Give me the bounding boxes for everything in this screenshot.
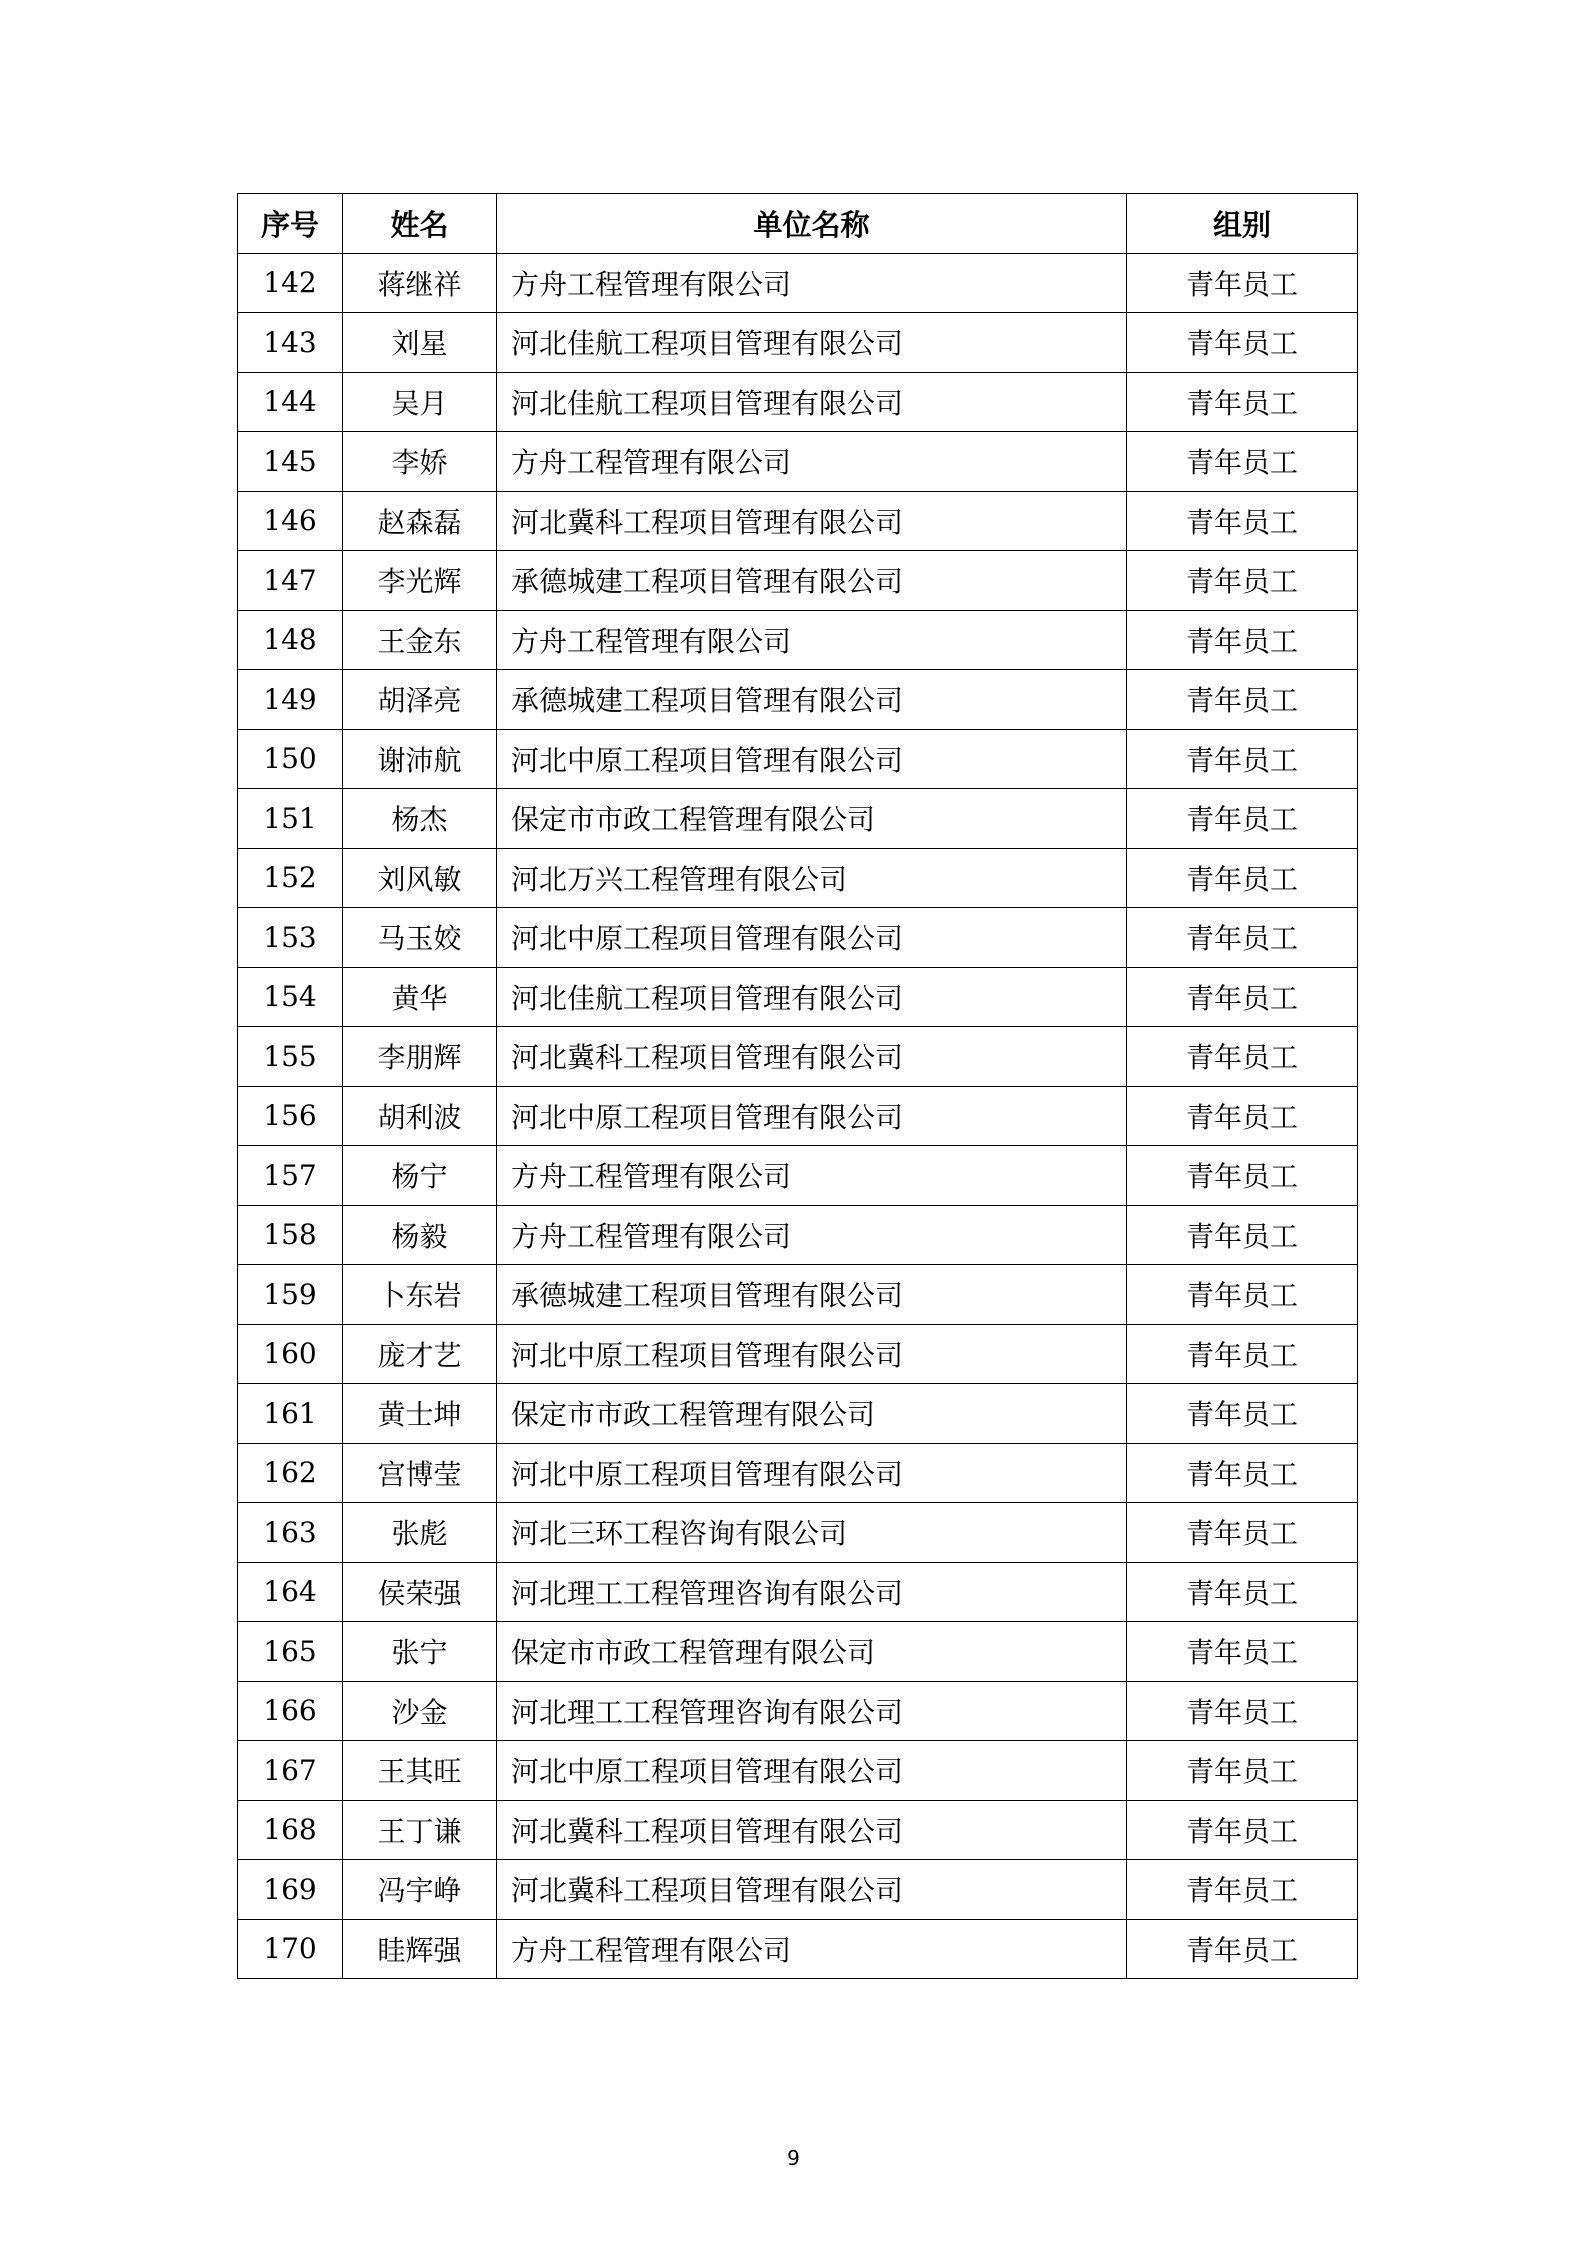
cell-group: 青年员工	[1127, 1205, 1358, 1265]
header-unit: 单位名称	[497, 194, 1127, 254]
table-row	[238, 1860, 1358, 1920]
cell-name: 吴月	[343, 372, 497, 432]
cell-no: 142	[238, 253, 343, 313]
cell-unit: 保定市市政工程管理有限公司	[497, 1384, 1127, 1444]
cell-group: 青年员工	[1127, 729, 1358, 789]
cell-name: 侯荣强	[343, 1562, 497, 1622]
cell-unit: 河北冀科工程项目管理有限公司	[497, 1027, 1127, 1087]
cell-unit: 河北中原工程项目管理有限公司	[497, 729, 1127, 789]
cell-unit: 河北理工工程管理咨询有限公司	[497, 1562, 1127, 1622]
cell-no: 165	[238, 1622, 343, 1682]
cell-unit: 河北佳航工程项目管理有限公司	[497, 372, 1127, 432]
cell-group: 青年员工	[1127, 1384, 1358, 1444]
table-row	[238, 789, 1358, 849]
cell-no: 169	[238, 1860, 343, 1920]
cell-no: 160	[238, 1324, 343, 1384]
cell-unit: 方舟工程管理有限公司	[497, 1146, 1127, 1206]
table-row	[238, 1443, 1358, 1503]
table-row	[238, 1384, 1358, 1444]
table-row	[238, 610, 1358, 670]
cell-unit: 河北万兴工程管理有限公司	[497, 848, 1127, 908]
cell-name: 庞才艺	[343, 1324, 497, 1384]
table-row	[238, 1146, 1358, 1206]
cell-name: 杨宁	[343, 1146, 497, 1206]
cell-group: 青年员工	[1127, 1622, 1358, 1682]
table-row	[238, 1622, 1358, 1682]
cell-no: 154	[238, 967, 343, 1027]
roster-table	[237, 193, 1358, 1979]
table-header-row	[238, 194, 1358, 254]
cell-no: 151	[238, 789, 343, 849]
cell-unit: 河北佳航工程项目管理有限公司	[497, 313, 1127, 373]
cell-no: 167	[238, 1741, 343, 1801]
cell-unit: 河北冀科工程项目管理有限公司	[497, 1800, 1127, 1860]
cell-unit: 承德城建工程项目管理有限公司	[497, 1265, 1127, 1325]
cell-group: 青年员工	[1127, 610, 1358, 670]
cell-group: 青年员工	[1127, 313, 1358, 373]
table-row	[238, 1919, 1358, 1979]
cell-group: 青年员工	[1127, 491, 1358, 551]
cell-name: 王金东	[343, 610, 497, 670]
table-row	[238, 1681, 1358, 1741]
cell-no: 144	[238, 372, 343, 432]
table-row	[238, 313, 1358, 373]
cell-group: 青年员工	[1127, 1681, 1358, 1741]
cell-no: 146	[238, 491, 343, 551]
cell-name: 李朋辉	[343, 1027, 497, 1087]
table-row	[238, 551, 1358, 611]
cell-no: 161	[238, 1384, 343, 1444]
cell-unit: 方舟工程管理有限公司	[497, 432, 1127, 492]
cell-group: 青年员工	[1127, 1800, 1358, 1860]
cell-name: 宫博莹	[343, 1443, 497, 1503]
cell-name: 赵森磊	[343, 491, 497, 551]
cell-unit: 河北中原工程项目管理有限公司	[497, 1086, 1127, 1146]
cell-group: 青年员工	[1127, 432, 1358, 492]
table-row	[238, 1503, 1358, 1563]
cell-no: 163	[238, 1503, 343, 1563]
cell-unit: 河北冀科工程项目管理有限公司	[497, 491, 1127, 551]
cell-no: 150	[238, 729, 343, 789]
cell-unit: 方舟工程管理有限公司	[497, 1919, 1127, 1979]
cell-group: 青年员工	[1127, 1443, 1358, 1503]
cell-unit: 河北中原工程项目管理有限公司	[497, 1741, 1127, 1801]
cell-no: 145	[238, 432, 343, 492]
cell-name: 刘风敏	[343, 848, 497, 908]
header-name: 姓名	[343, 194, 497, 254]
cell-no: 166	[238, 1681, 343, 1741]
table-body	[238, 253, 1358, 1979]
cell-name: 王其旺	[343, 1741, 497, 1801]
cell-no: 156	[238, 1086, 343, 1146]
table-row	[238, 253, 1358, 313]
cell-name: 李娇	[343, 432, 497, 492]
cell-group: 青年员工	[1127, 1503, 1358, 1563]
cell-unit: 保定市市政工程管理有限公司	[497, 789, 1127, 849]
cell-group: 青年员工	[1127, 1086, 1358, 1146]
cell-name: 胡泽亮	[343, 670, 497, 730]
cell-unit: 方舟工程管理有限公司	[497, 1205, 1127, 1265]
cell-unit: 保定市市政工程管理有限公司	[497, 1622, 1127, 1682]
table-row	[238, 1324, 1358, 1384]
cell-no: 153	[238, 908, 343, 968]
cell-unit: 承德城建工程项目管理有限公司	[497, 670, 1127, 730]
cell-group: 青年员工	[1127, 670, 1358, 730]
cell-unit: 河北中原工程项目管理有限公司	[497, 1443, 1127, 1503]
table-row	[238, 1265, 1358, 1325]
cell-group: 青年员工	[1127, 551, 1358, 611]
cell-no: 149	[238, 670, 343, 730]
cell-name: 马玉姣	[343, 908, 497, 968]
cell-no: 147	[238, 551, 343, 611]
cell-unit: 承德城建工程项目管理有限公司	[497, 551, 1127, 611]
cell-name: 胡利波	[343, 1086, 497, 1146]
cell-name: 黄华	[343, 967, 497, 1027]
cell-name: 王丁谦	[343, 1800, 497, 1860]
cell-name: 李光辉	[343, 551, 497, 611]
cell-group: 青年员工	[1127, 1741, 1358, 1801]
cell-unit: 方舟工程管理有限公司	[497, 253, 1127, 313]
cell-group: 青年员工	[1127, 1146, 1358, 1206]
table-row	[238, 967, 1358, 1027]
cell-no: 157	[238, 1146, 343, 1206]
cell-name: 杨杰	[343, 789, 497, 849]
cell-name: 沙金	[343, 1681, 497, 1741]
cell-no: 143	[238, 313, 343, 373]
cell-name: 黄士坤	[343, 1384, 497, 1444]
cell-unit: 河北中原工程项目管理有限公司	[497, 1324, 1127, 1384]
cell-name: 谢沛航	[343, 729, 497, 789]
table-row	[238, 372, 1358, 432]
table-row	[238, 1205, 1358, 1265]
cell-name: 蒋继祥	[343, 253, 497, 313]
cell-no: 164	[238, 1562, 343, 1622]
cell-group: 青年员工	[1127, 1324, 1358, 1384]
cell-group: 青年员工	[1127, 372, 1358, 432]
header-no: 序号	[238, 194, 343, 254]
table-row	[238, 729, 1358, 789]
cell-unit: 河北三环工程咨询有限公司	[497, 1503, 1127, 1563]
cell-name: 卜东岩	[343, 1265, 497, 1325]
table-row	[238, 432, 1358, 492]
table-row	[238, 1800, 1358, 1860]
cell-no: 148	[238, 610, 343, 670]
cell-unit: 河北冀科工程项目管理有限公司	[497, 1860, 1127, 1920]
cell-no: 155	[238, 1027, 343, 1087]
cell-group: 青年员工	[1127, 1265, 1358, 1325]
table-row	[238, 491, 1358, 551]
cell-group: 青年员工	[1127, 253, 1358, 313]
table-row	[238, 1562, 1358, 1622]
cell-group: 青年员工	[1127, 1919, 1358, 1979]
cell-no: 152	[238, 848, 343, 908]
cell-no: 168	[238, 1800, 343, 1860]
cell-name: 眭辉强	[343, 1919, 497, 1979]
cell-name: 冯宇峥	[343, 1860, 497, 1920]
cell-name: 刘星	[343, 313, 497, 373]
cell-name: 张彪	[343, 1503, 497, 1563]
cell-group: 青年员工	[1127, 789, 1358, 849]
cell-no: 158	[238, 1205, 343, 1265]
cell-no: 159	[238, 1265, 343, 1325]
cell-unit: 河北佳航工程项目管理有限公司	[497, 967, 1127, 1027]
cell-group: 青年员工	[1127, 967, 1358, 1027]
cell-group: 青年员工	[1127, 1027, 1358, 1087]
cell-no: 170	[238, 1919, 343, 1979]
header-group: 组别	[1127, 194, 1358, 254]
table-row	[238, 670, 1358, 730]
cell-no: 162	[238, 1443, 343, 1503]
table-row	[238, 1741, 1358, 1801]
cell-unit: 方舟工程管理有限公司	[497, 610, 1127, 670]
table-row	[238, 1027, 1358, 1087]
cell-group: 青年员工	[1127, 1562, 1358, 1622]
cell-unit: 河北理工工程管理咨询有限公司	[497, 1681, 1127, 1741]
cell-name: 杨毅	[343, 1205, 497, 1265]
cell-unit: 河北中原工程项目管理有限公司	[497, 908, 1127, 968]
cell-group: 青年员工	[1127, 848, 1358, 908]
table-row	[238, 848, 1358, 908]
cell-group: 青年员工	[1127, 908, 1358, 968]
table-row	[238, 908, 1358, 968]
table-row	[238, 1086, 1358, 1146]
cell-name: 张宁	[343, 1622, 497, 1682]
cell-group: 青年员工	[1127, 1860, 1358, 1920]
page-number: 9	[787, 2146, 800, 2170]
